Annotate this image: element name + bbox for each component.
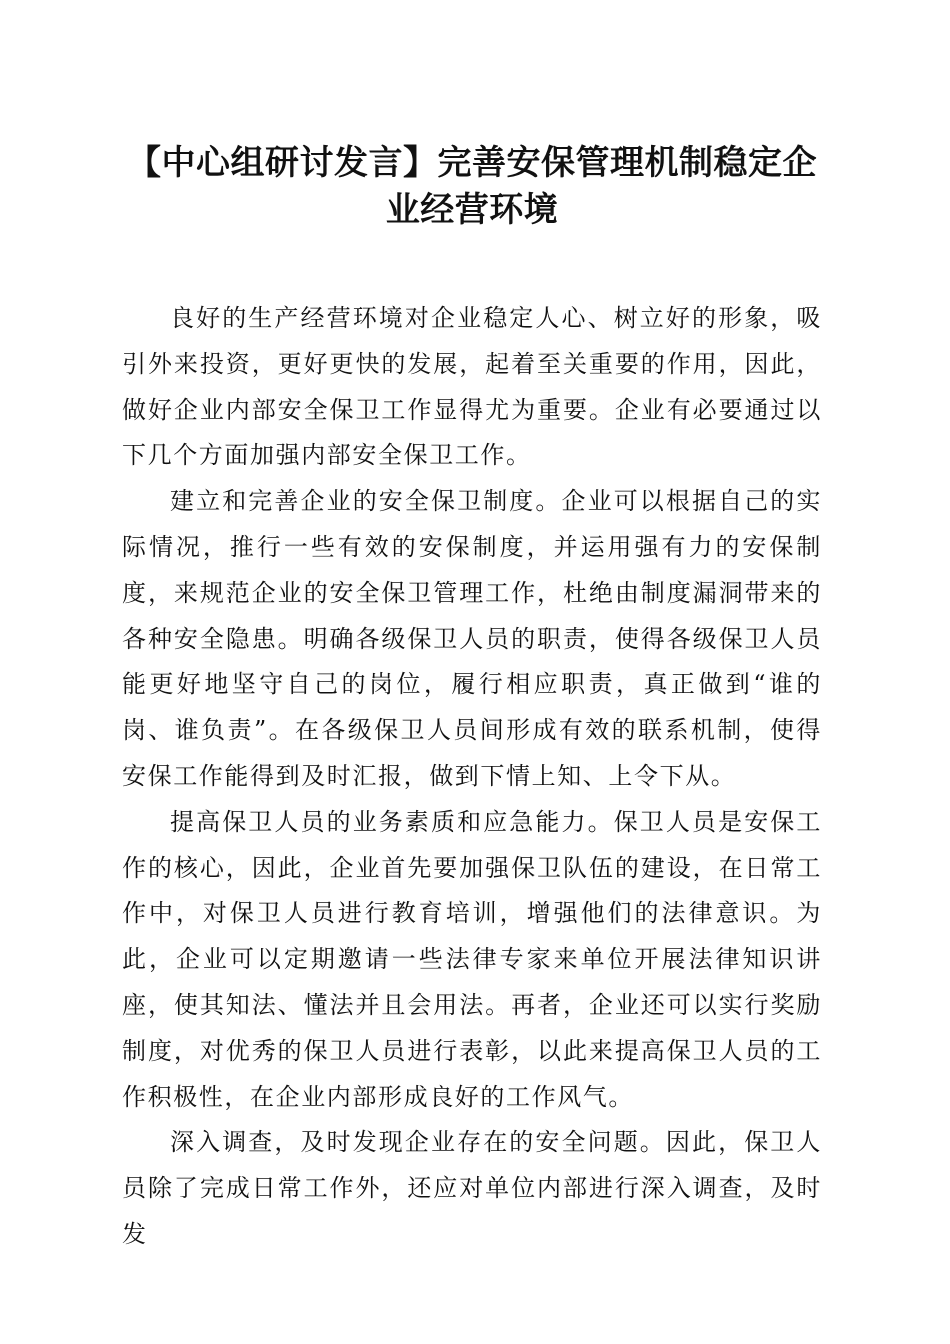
paragraph-security-system: 建立和完善企业的安全保卫制度。企业可以根据自己的实际情况，推行一些有效的安保制度，并运用强有力的安保制度，来规范企业的安全保卫管理工作，杜绝由制度漏洞带来的各种安全隐患。明确各级保卫人员的职责，使得各级保卫人员能更好地坚守自己的岗位，履行相应职责，真正做到“谁的岗、谁负责”。在各级保卫人员间形成有效的联系机制，使得安保工作能得到及时汇报，做到下情上知、上令下从。 [122, 487, 822, 790]
paragraph-intro: 良好的生产经营环境对企业稳定人心、树立好的形象，吸引外来投资，更好更快的发展，起着至关重要的作用，因此，做好企业内部安全保卫工作显得尤为重要。企业有必要通过以下几个方面加强内部安全保卫工作。 [122, 304, 822, 470]
paragraph-investigation: 深入调查，及时发现企业存在的安全问题。因此，保卫人员除了完成日常工作外，还应对单位内部进行深入调查，及时发 [122, 1128, 822, 1248]
paragraph-staff-quality: 提高保卫人员的业务素质和应急能力。保卫人员是安保工作的核心，因此，企业首先要加强保卫队伍的建设，在日常工作中，对保卫人员进行教育培训，增强他们的法律意识。为此，企业可以定期邀请一些法律专家来单位开展法律知识讲座，使其知法、懂法并且会用法。再者，企业还可以实行奖励制度，对优秀的保卫人员进行表彰，以此来提高保卫人员的工作积极性，在企业内部形成良好的工作风气。 [122, 807, 822, 1111]
document-body [122, 296, 822, 1258]
document-title: 【中心组研讨发言】完善安保管理机制稳定企业经营环境 [127, 143, 817, 230]
